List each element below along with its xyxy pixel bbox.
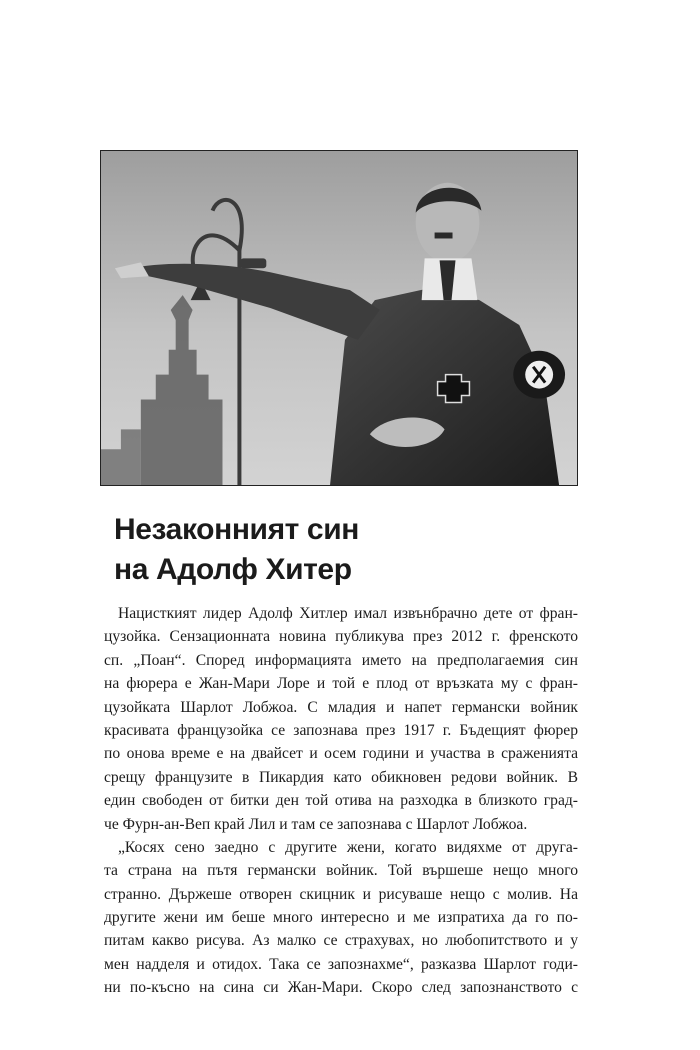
text-line: на фюрера е Жан-Мари Лоре и той е плод от връзката му с фран- [104,675,578,693]
paragraph-1 [104,602,578,836]
text-line: мен надделя и отидох. Така се запознахме“, разказва Шарлот годи- [104,955,578,973]
text-line: цузойката Шарлот Лобжоа. С младия и напет германски войник [104,698,578,716]
paragraph-2 [104,836,578,1000]
chapter-title-line-2: на Адолф Хитер [114,553,352,586]
chapter-title [114,510,574,590]
text-line: Нацисткият лидер Адолф Хитлер имал извънбрачно дете от фран- [118,605,578,622]
text-line: един свободен от битки ден той отива на разходка в близкото град- [104,792,578,810]
text-line: красивата французойка се запознава през 1917 г. Бъдещият фюрер [104,721,578,739]
chapter-title-line-1: Незаконният син [114,513,359,546]
text-line: питам какво рисува. Аз малко се страхувах, но любопитството и у [104,932,578,950]
text-line: ни по-късно на сина си Жан-Мари. Скоро след запознанството с [104,979,578,997]
text-line: сп. „Поан“. Според информацията името на предполагаемия син [104,651,578,669]
text-line: цузойка. Сензационната новина публикува през 2012 г. френското [104,628,578,646]
text-line: странно. Държеше отворен скицник и рисуваше нещо с молив. На [104,885,578,903]
text-line: та страна на пътя германски войник. Той вършеше нещо много [104,862,578,880]
text-line: че Фурн-ан-Веп край Лил и там се запознава с Шарлот Лобжоа. [104,815,528,833]
historical-photo [100,150,578,486]
text-line: другите жени им беше много интересно и ме изпратиха да го по- [104,909,578,927]
text-line: „Косях сено заедно с другите жени, когато видяхме от друга- [118,838,578,856]
body-text [104,602,578,1000]
photo-icon [101,151,577,485]
text-line: срещу французите в Пикардия като обикновен редови войник. В [104,768,578,786]
text-line: по онова време е на двайсет и осем години и участва в сраженията [104,745,578,763]
